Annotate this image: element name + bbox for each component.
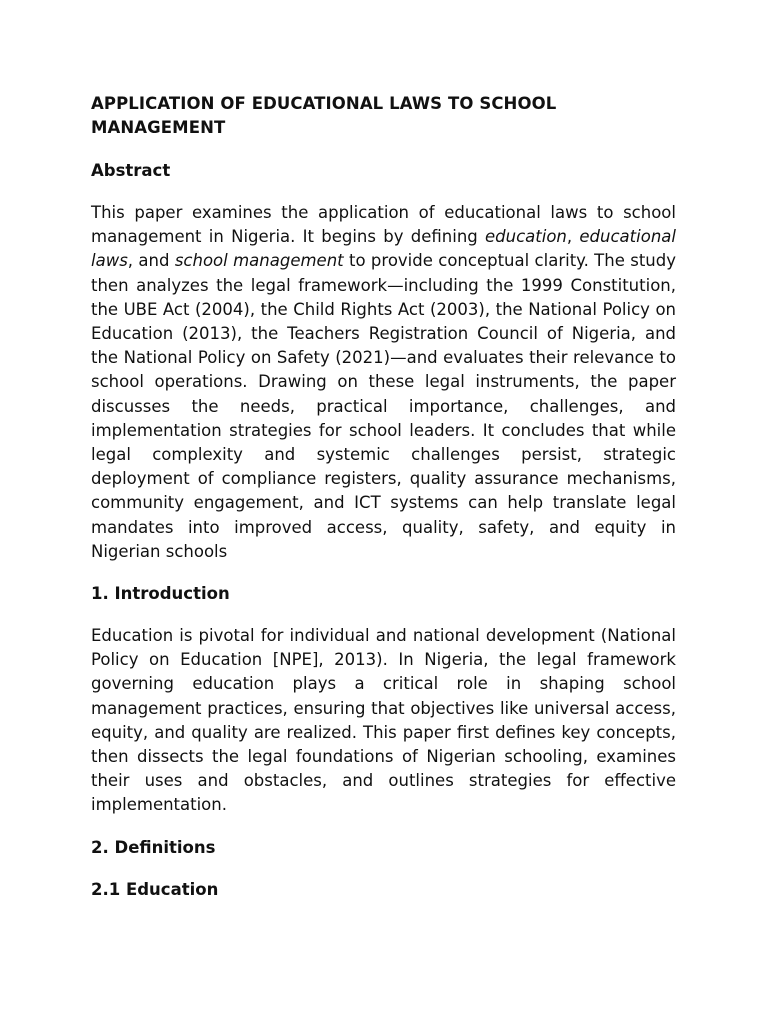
abstract-text-2: , bbox=[566, 227, 580, 247]
introduction-heading: 1. Introduction bbox=[91, 584, 230, 604]
abstract-term-educational-laws: educational laws bbox=[91, 227, 676, 271]
abstract-term-education: education bbox=[485, 227, 567, 247]
abstract-heading: Abstract bbox=[91, 161, 171, 180]
introduction-paragraph: Education is pivotal for individual and national development (National Policy on Education [NPE], 2013). In Nigeria, the legal framework governing education plays a critical role in shaping school management practices, ensuring that objectives like universal access, equity, and quality are realized. This paper first defines key concepts, then dissects the legal foundations of Nigerian schooling, examines their uses and obstacles, and outlines strategies for effective implementation. bbox=[91, 626, 676, 815]
education-subheading: 2.1 Education bbox=[91, 879, 219, 899]
document-page bbox=[91, 92, 676, 920]
abstract-text-4: to provide conceptual clarity. The study then analyzes the legal framework—including the 1999 Constitution, the UBE Act (2004), the Child Rights Act (2003), the National Policy on Education (2013), the Teachers Registration Council of Nigeria, and the National Policy on Safety (2021)—and evaluates their relevance to school operations. Drawing on these legal instruments, the paper discusses the needs, practical importance, challenges, and implementation strategies for school leaders. It concludes that while legal complexity and systemic challenges persist, strategic deployment of compliance registers, quality assurance mechanisms, community engagement, and ICT systems can help translate legal mandates into improved access, quality, safety, and equity in Nigerian schools bbox=[91, 251, 676, 561]
definitions-heading: 2. Definitions bbox=[91, 837, 216, 857]
abstract-term-school-management: school management bbox=[174, 251, 344, 271]
abstract-paragraph bbox=[91, 201, 676, 564]
document-title: APPLICATION OF EDUCATIONAL LAWS TO SCHOOL MANAGEMENT bbox=[91, 94, 557, 137]
abstract-text-1: This paper examines the application of educational laws to school management in Nigeria. It begins by defining bbox=[91, 203, 676, 247]
abstract-text-3: , and bbox=[127, 251, 175, 271]
